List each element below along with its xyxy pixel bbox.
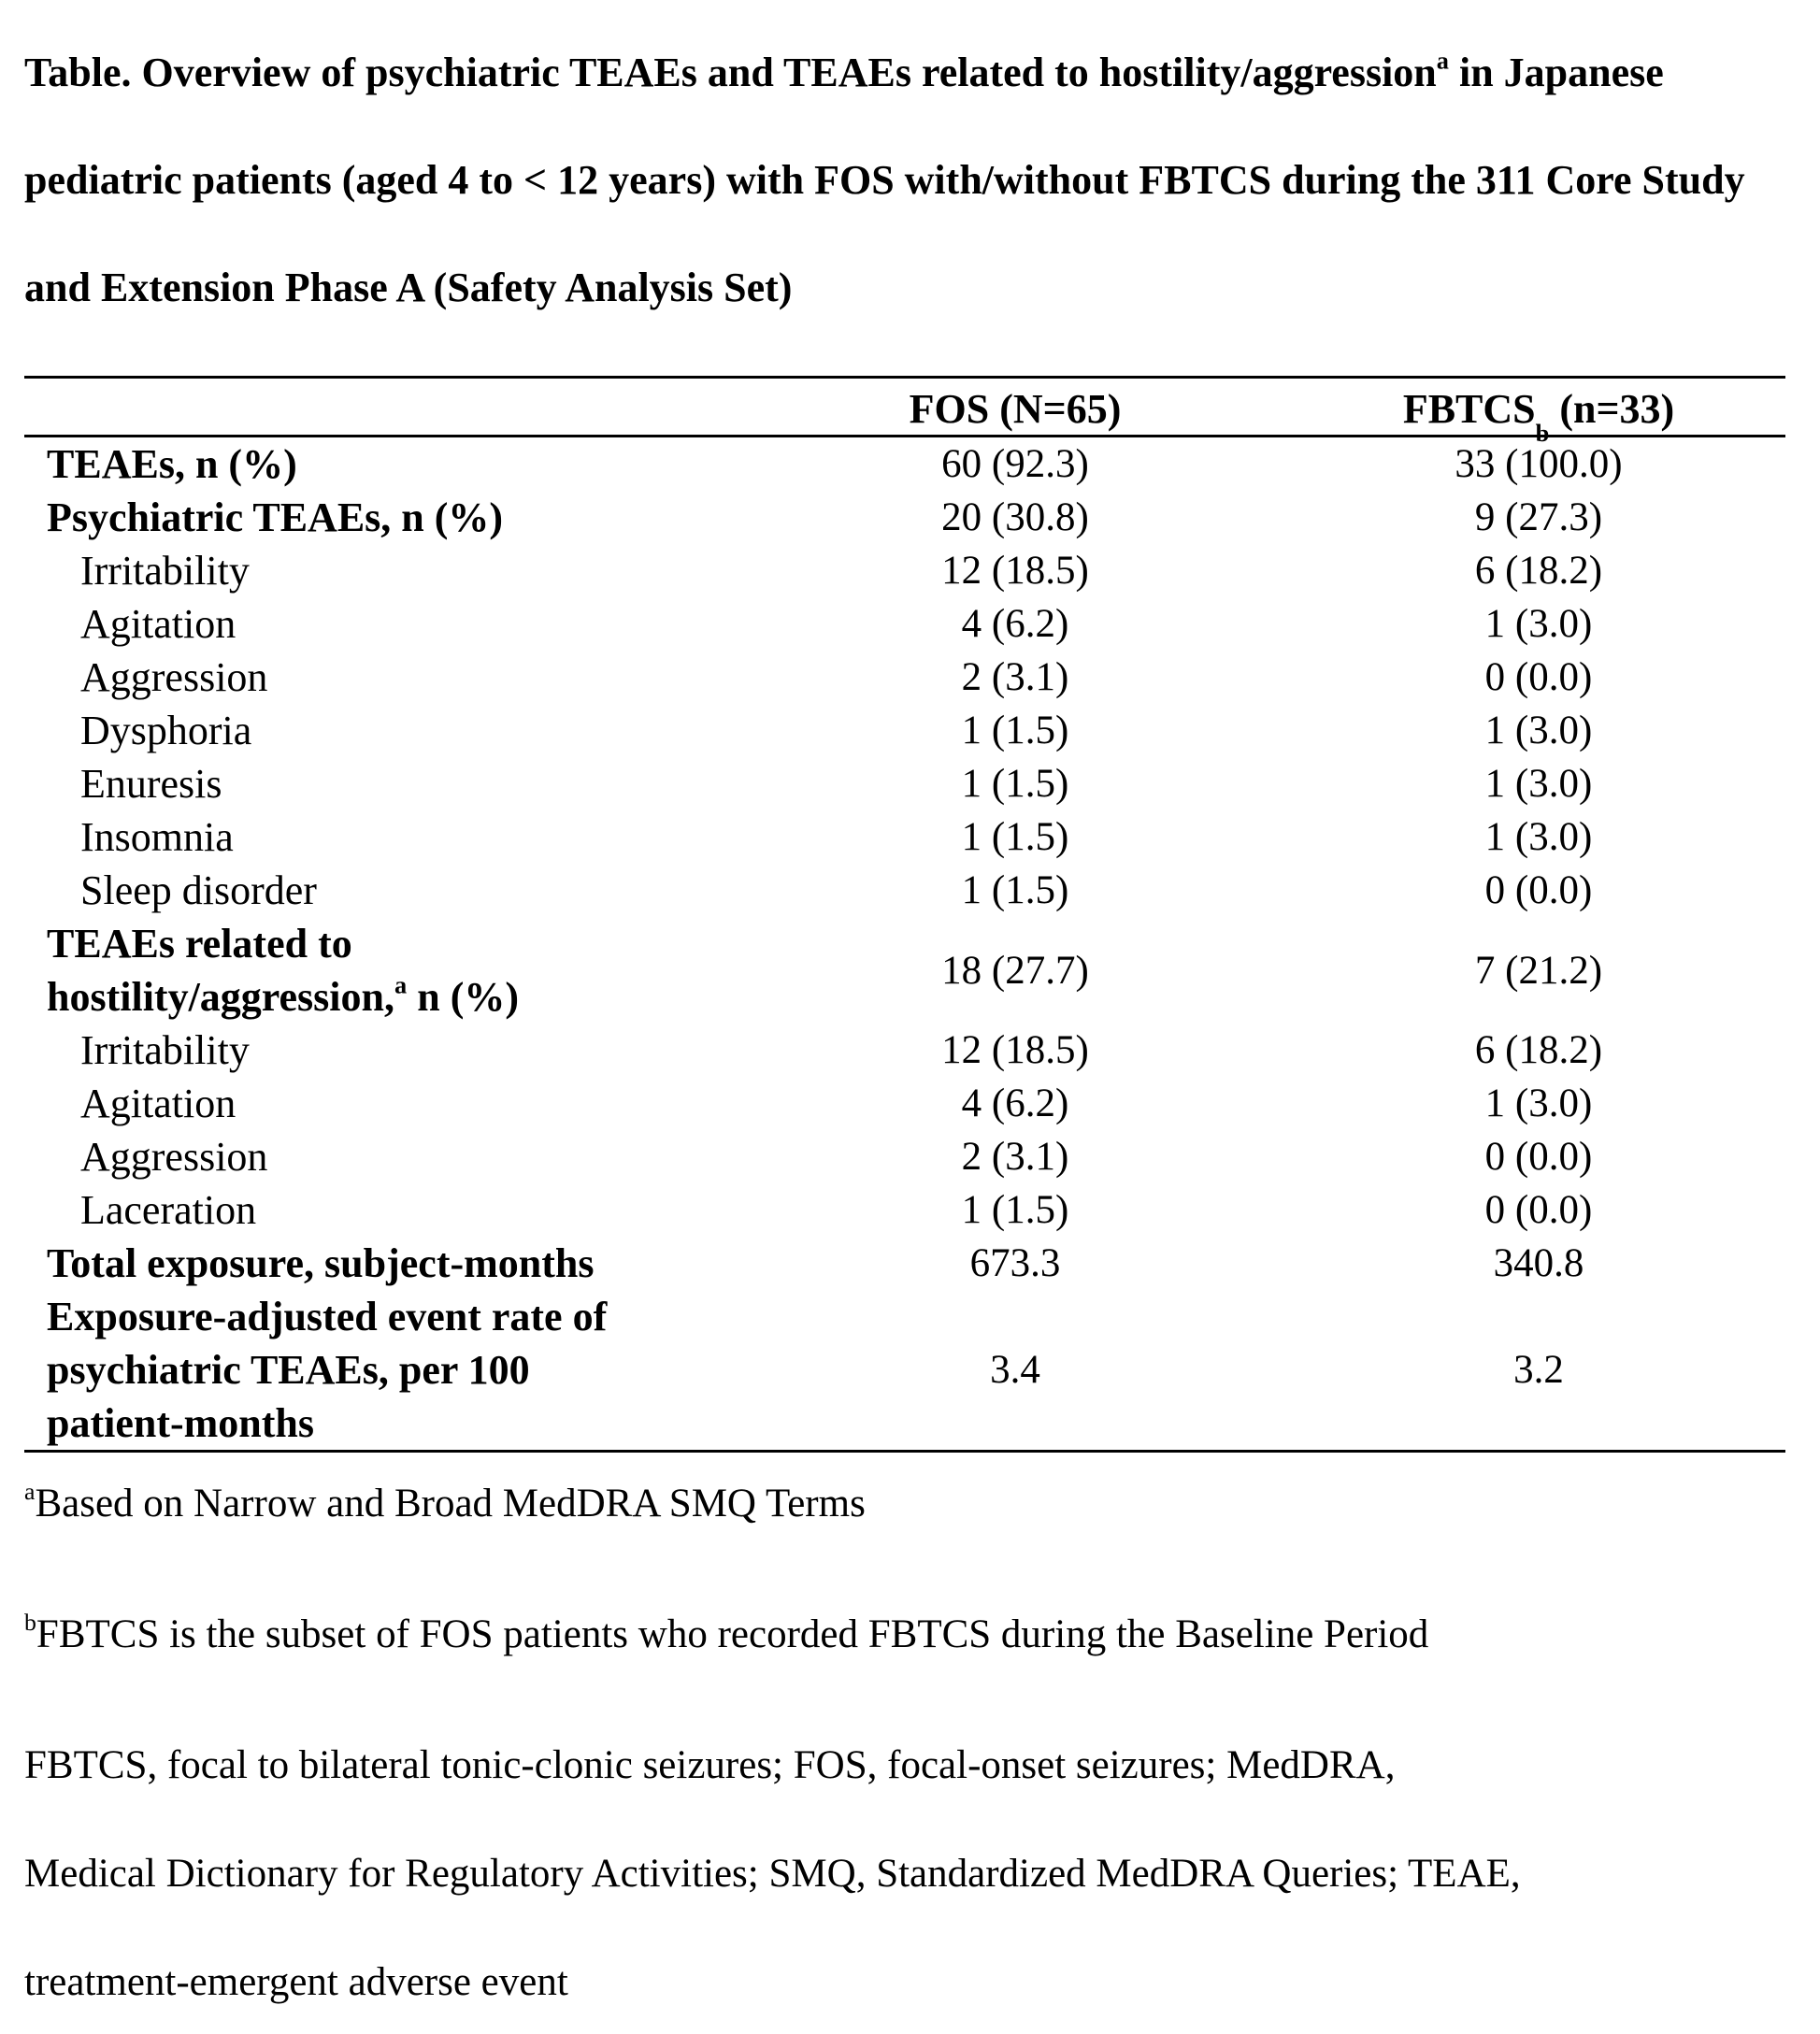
row-label: Aggression bbox=[80, 1134, 268, 1180]
header-fbtcs-label: FBTCS bbox=[1402, 386, 1536, 432]
fbtcs-value: 33 (100.0) bbox=[1455, 442, 1623, 486]
row-label bbox=[47, 1290, 757, 1450]
table-row bbox=[24, 1237, 1785, 1290]
fos-value: 1 (1.5) bbox=[961, 762, 1069, 806]
fbtcs-value: 1 (3.0) bbox=[1484, 709, 1593, 752]
fbtcs-value: 1 (3.0) bbox=[1484, 815, 1593, 859]
row-label-line: Exposure-adjusted event rate of bbox=[47, 1294, 608, 1339]
table-row bbox=[24, 864, 1785, 917]
footnote-marker: b bbox=[24, 1608, 36, 1636]
table-header-row bbox=[24, 379, 1785, 447]
table-row bbox=[24, 1077, 1785, 1130]
table-row bbox=[24, 491, 1785, 544]
abbreviations-line: FBTCS, focal to bilateral tonic-clonic seizures; FOS, focal-onset seizures; MedDRA, bbox=[24, 1743, 1396, 1787]
fos-value: 18 (27.7) bbox=[941, 948, 1089, 993]
row-label-footnote-marker: a bbox=[394, 970, 408, 999]
fos-value: 4 (6.2) bbox=[961, 1081, 1069, 1125]
row-label: Dysphoria bbox=[80, 708, 252, 753]
row-label: Psychiatric TEAEs, n (%) bbox=[47, 494, 504, 540]
fos-value: 20 (30.8) bbox=[941, 495, 1089, 539]
table-row bbox=[24, 437, 1785, 491]
row-label: Sleep disorder bbox=[80, 867, 317, 913]
fos-value: 1 (1.5) bbox=[961, 815, 1069, 859]
title-footnote-marker: a bbox=[1436, 46, 1449, 75]
fbtcs-value: 1 (3.0) bbox=[1484, 762, 1593, 806]
row-label: Laceration bbox=[80, 1187, 257, 1233]
row-label bbox=[47, 917, 757, 1024]
row-label: Total exposure, subject-months bbox=[47, 1240, 595, 1286]
row-label-line: psychiatric TEAEs, per 100 bbox=[47, 1347, 530, 1393]
fos-value: 12 (18.5) bbox=[941, 1028, 1089, 1072]
row-label: Insomnia bbox=[80, 814, 234, 860]
fbtcs-value: 7 (21.2) bbox=[1474, 948, 1603, 993]
header-fbtcs-count: (n=33) bbox=[1549, 386, 1675, 432]
fbtcs-value: 0 (0.0) bbox=[1484, 1135, 1593, 1179]
fbtcs-value: 0 (0.0) bbox=[1484, 655, 1593, 699]
footnote-marker: a bbox=[24, 1477, 36, 1505]
table-title bbox=[24, 19, 1800, 341]
row-label: Enuresis bbox=[80, 761, 222, 807]
abbreviations-line: treatment-emergent adverse event bbox=[24, 1960, 568, 2004]
table-row bbox=[24, 704, 1785, 757]
header-fos: FOS (N=65) bbox=[909, 386, 1122, 432]
row-label: Agitation bbox=[80, 1081, 236, 1126]
title-text-continued: in Japanese pediatric patients (aged 4 to < 12 years) with FOS with/without FBTCS during the 311 Core Study and Extension Phase A (Safety Analysis Set) bbox=[24, 50, 1745, 310]
fos-value: 1 (1.5) bbox=[961, 868, 1069, 912]
fos-value: 4 (6.2) bbox=[961, 602, 1069, 646]
table-row bbox=[24, 1183, 1785, 1237]
table-row bbox=[24, 597, 1785, 651]
fbtcs-value: 0 (0.0) bbox=[1484, 868, 1593, 912]
table-row bbox=[24, 1290, 1785, 1450]
fbtcs-value: 3.2 bbox=[1513, 1348, 1564, 1392]
fbtcs-value: 6 (18.2) bbox=[1474, 1028, 1603, 1072]
row-label-line: TEAEs related to bbox=[47, 921, 352, 967]
abbreviations-line: Medical Dictionary for Regulatory Activities; SMQ, Standardized MedDRA Queries; TEAE, bbox=[24, 1852, 1521, 1896]
fos-value: 2 (3.1) bbox=[961, 1135, 1069, 1179]
footnote-a bbox=[24, 1477, 866, 1530]
footnote-text: FBTCS is the subset of FOS patients who recorded FBTCS during the Baseline Period bbox=[36, 1612, 1429, 1656]
row-label-line: patient-months bbox=[47, 1400, 315, 1446]
row-label: Irritability bbox=[80, 548, 250, 594]
fos-value: 2 (3.1) bbox=[961, 655, 1069, 699]
safety-table bbox=[24, 376, 1785, 1453]
table-row bbox=[24, 1130, 1785, 1183]
fos-value: 1 (1.5) bbox=[961, 709, 1069, 752]
header-fbtcs: FBTCS b (n=33) bbox=[1402, 386, 1675, 447]
row-label: Agitation bbox=[80, 601, 236, 647]
table-row bbox=[24, 544, 1785, 597]
row-label: TEAEs, n (%) bbox=[47, 441, 297, 487]
table-row bbox=[24, 1024, 1785, 1077]
table-row bbox=[24, 917, 1785, 1024]
footnote-b bbox=[24, 1608, 1428, 1661]
row-label-text: hostility/aggression, bbox=[47, 974, 395, 1020]
table-row bbox=[24, 810, 1785, 864]
title-text: Table. Overview of psychiatric TEAEs and TEAEs related to hostility/aggression bbox=[24, 50, 1437, 95]
row-label-line bbox=[47, 970, 757, 1024]
fos-value: 3.4 bbox=[990, 1348, 1040, 1392]
table-row bbox=[24, 757, 1785, 810]
fbtcs-value: 0 (0.0) bbox=[1484, 1188, 1593, 1232]
footnote-text: Based on Narrow and Broad MedDRA SMQ Terms bbox=[35, 1482, 866, 1526]
row-label: Aggression bbox=[80, 654, 268, 700]
row-label-text: n (%) bbox=[407, 974, 519, 1020]
fbtcs-value: 6 (18.2) bbox=[1474, 549, 1603, 593]
fos-value: 673.3 bbox=[969, 1241, 1061, 1285]
fbtcs-value: 340.8 bbox=[1493, 1241, 1584, 1285]
fbtcs-value: 1 (3.0) bbox=[1484, 602, 1593, 646]
fos-value: 60 (92.3) bbox=[941, 442, 1089, 486]
table-row bbox=[24, 651, 1785, 704]
fos-value: 12 (18.5) bbox=[941, 549, 1089, 593]
fbtcs-value: 1 (3.0) bbox=[1484, 1081, 1593, 1125]
fos-value: 1 (1.5) bbox=[961, 1188, 1069, 1232]
row-label: Irritability bbox=[80, 1027, 250, 1073]
fbtcs-value: 9 (27.3) bbox=[1474, 495, 1603, 539]
